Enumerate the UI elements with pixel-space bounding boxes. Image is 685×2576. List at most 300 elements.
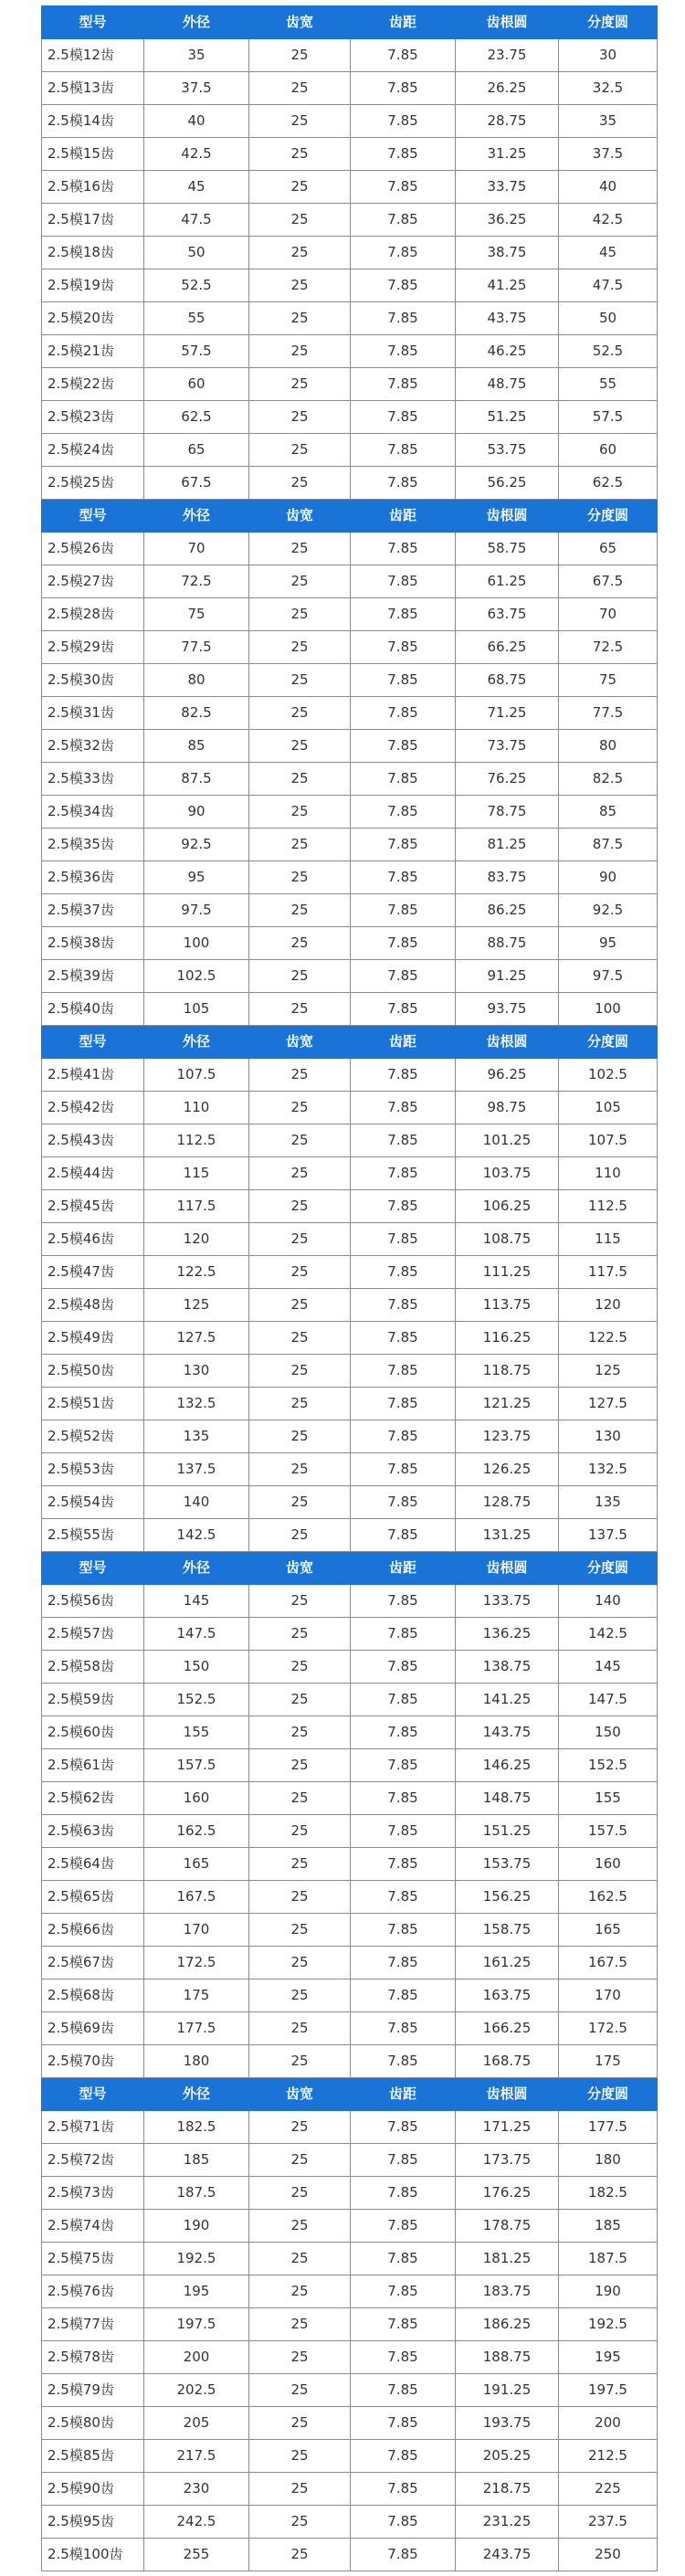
header-model: 型号 (42, 6, 144, 39)
cell-pitch: 7.85 (351, 927, 456, 960)
cell-pitch-circle: 95 (559, 927, 658, 960)
cell-pitch: 7.85 (351, 1651, 456, 1684)
header-root-circle: 齿根圆 (456, 1552, 559, 1585)
cell-root-circle: 178.75 (456, 2210, 559, 2243)
table-row (42, 2473, 658, 2506)
cell-pitch-circle: 60 (559, 434, 658, 467)
cell-face-width: 25 (249, 1749, 351, 1782)
cell-pitch: 7.85 (351, 533, 456, 565)
cell-model: 2.5模49齿 (42, 1322, 144, 1355)
cell-pitch: 7.85 (351, 1355, 456, 1388)
table-row (42, 39, 658, 72)
cell-root-circle: 146.25 (456, 1749, 559, 1782)
cell-outer-diameter: 170 (144, 1914, 249, 1947)
header-pitch: 齿距 (351, 1026, 456, 1059)
cell-face-width: 25 (249, 2473, 351, 2506)
cell-pitch-circle: 172.5 (559, 2012, 658, 2045)
cell-pitch: 7.85 (351, 1749, 456, 1782)
cell-model: 2.5模13齿 (42, 72, 144, 105)
table-row (42, 1092, 658, 1124)
cell-pitch-circle: 125 (559, 1355, 658, 1388)
cell-pitch: 7.85 (351, 894, 456, 927)
cell-outer-diameter: 40 (144, 105, 249, 138)
cell-pitch: 7.85 (351, 1256, 456, 1289)
table-row (42, 105, 658, 138)
table-row (42, 269, 658, 302)
cell-outer-diameter: 165 (144, 1848, 249, 1881)
cell-model: 2.5模45齿 (42, 1190, 144, 1223)
cell-face-width: 25 (249, 533, 351, 565)
cell-face-width: 25 (249, 1782, 351, 1815)
gear-spec-table (41, 5, 658, 2571)
cell-pitch: 7.85 (351, 368, 456, 401)
cell-face-width: 25 (249, 2440, 351, 2473)
cell-model: 2.5模77齿 (42, 2308, 144, 2341)
cell-pitch-circle: 195 (559, 2341, 658, 2374)
cell-root-circle: 96.25 (456, 1059, 559, 1092)
cell-pitch: 7.85 (351, 1716, 456, 1749)
cell-outer-diameter: 140 (144, 1486, 249, 1519)
cell-pitch-circle: 90 (559, 861, 658, 894)
cell-pitch-circle: 62.5 (559, 467, 658, 500)
table-row (42, 763, 658, 796)
cell-face-width: 25 (249, 1716, 351, 1749)
cell-face-width: 25 (249, 1881, 351, 1914)
cell-model: 2.5模60齿 (42, 1716, 144, 1749)
cell-pitch: 7.85 (351, 1914, 456, 1947)
header-model: 型号 (42, 1552, 144, 1585)
cell-root-circle: 186.25 (456, 2308, 559, 2341)
cell-model: 2.5模26齿 (42, 533, 144, 565)
cell-model: 2.5模73齿 (42, 2177, 144, 2210)
table-row (42, 1782, 658, 1815)
cell-pitch-circle: 97.5 (559, 960, 658, 993)
cell-root-circle: 148.75 (456, 1782, 559, 1815)
cell-outer-diameter: 255 (144, 2539, 249, 2571)
cell-outer-diameter: 130 (144, 1355, 249, 1388)
cell-outer-diameter: 70 (144, 533, 249, 565)
cell-root-circle: 53.75 (456, 434, 559, 467)
cell-pitch: 7.85 (351, 401, 456, 434)
cell-face-width: 25 (249, 763, 351, 796)
cell-face-width: 25 (249, 72, 351, 105)
table-row (42, 204, 658, 237)
cell-face-width: 25 (249, 2144, 351, 2177)
cell-pitch-circle: 110 (559, 1157, 658, 1190)
cell-outer-diameter: 52.5 (144, 269, 249, 302)
cell-face-width: 25 (249, 861, 351, 894)
table-row (42, 1980, 658, 2012)
cell-outer-diameter: 92.5 (144, 829, 249, 861)
table-row (42, 697, 658, 730)
cell-pitch: 7.85 (351, 1782, 456, 1815)
table-row (42, 2275, 658, 2308)
cell-face-width: 25 (249, 829, 351, 861)
cell-pitch: 7.85 (351, 434, 456, 467)
cell-model: 2.5模74齿 (42, 2210, 144, 2243)
header-pitch-circle: 分度圆 (559, 500, 658, 533)
cell-face-width: 25 (249, 1157, 351, 1190)
cell-pitch-circle: 250 (559, 2539, 658, 2571)
cell-pitch: 7.85 (351, 2210, 456, 2243)
cell-model: 2.5模25齿 (42, 467, 144, 500)
cell-pitch-circle: 165 (559, 1914, 658, 1947)
cell-model: 2.5模23齿 (42, 401, 144, 434)
cell-pitch-circle: 70 (559, 598, 658, 631)
cell-face-width: 25 (249, 269, 351, 302)
cell-model: 2.5模64齿 (42, 1848, 144, 1881)
cell-outer-diameter: 120 (144, 1223, 249, 1256)
cell-root-circle: 61.25 (456, 565, 559, 598)
header-pitch: 齿距 (351, 2078, 456, 2111)
cell-outer-diameter: 202.5 (144, 2374, 249, 2407)
cell-model: 2.5模18齿 (42, 237, 144, 269)
cell-pitch: 7.85 (351, 861, 456, 894)
cell-pitch-circle: 157.5 (559, 1815, 658, 1848)
header-pitch-circle: 分度圆 (559, 6, 658, 39)
cell-root-circle: 93.75 (456, 993, 559, 1026)
cell-pitch: 7.85 (351, 269, 456, 302)
cell-model: 2.5模16齿 (42, 171, 144, 204)
cell-pitch: 7.85 (351, 697, 456, 730)
cell-pitch-circle: 200 (559, 2407, 658, 2440)
cell-pitch: 7.85 (351, 302, 456, 335)
cell-model: 2.5模58齿 (42, 1651, 144, 1684)
cell-face-width: 25 (249, 171, 351, 204)
table-row (42, 171, 658, 204)
cell-model: 2.5模42齿 (42, 1092, 144, 1124)
table-row (42, 1059, 658, 1092)
table-row (42, 631, 658, 664)
header-root-circle: 齿根圆 (456, 6, 559, 39)
cell-outer-diameter: 192.5 (144, 2243, 249, 2275)
cell-root-circle: 243.75 (456, 2539, 559, 2571)
cell-outer-diameter: 117.5 (144, 1190, 249, 1223)
table-row (42, 2539, 658, 2571)
cell-outer-diameter: 85 (144, 730, 249, 763)
table-row (42, 2440, 658, 2473)
gear-spec-sheet (41, 5, 657, 2571)
cell-face-width: 25 (249, 894, 351, 927)
table-row (42, 565, 658, 598)
cell-outer-diameter: 147.5 (144, 1618, 249, 1651)
cell-pitch: 7.85 (351, 39, 456, 72)
cell-root-circle: 31.25 (456, 138, 559, 171)
cell-pitch-circle: 67.5 (559, 565, 658, 598)
cell-pitch-circle: 77.5 (559, 697, 658, 730)
cell-outer-diameter: 67.5 (144, 467, 249, 500)
cell-root-circle: 123.75 (456, 1420, 559, 1453)
cell-pitch-circle: 80 (559, 730, 658, 763)
cell-face-width: 25 (249, 105, 351, 138)
cell-pitch: 7.85 (351, 2374, 456, 2407)
cell-root-circle: 56.25 (456, 467, 559, 500)
cell-model: 2.5模31齿 (42, 697, 144, 730)
cell-model: 2.5模55齿 (42, 1519, 144, 1552)
cell-pitch-circle: 132.5 (559, 1453, 658, 1486)
cell-outer-diameter: 150 (144, 1651, 249, 1684)
cell-face-width: 25 (249, 2177, 351, 2210)
cell-root-circle: 78.75 (456, 796, 559, 829)
header-outer-diameter: 外径 (144, 6, 249, 39)
cell-model: 2.5模52齿 (42, 1420, 144, 1453)
header-root-circle: 齿根圆 (456, 500, 559, 533)
header-model: 型号 (42, 2078, 144, 2111)
cell-outer-diameter: 157.5 (144, 1749, 249, 1782)
cell-model: 2.5模39齿 (42, 960, 144, 993)
cell-pitch-circle: 175 (559, 2045, 658, 2078)
cell-outer-diameter: 110 (144, 1092, 249, 1124)
cell-pitch: 7.85 (351, 1585, 456, 1618)
cell-outer-diameter: 35 (144, 39, 249, 72)
cell-outer-diameter: 115 (144, 1157, 249, 1190)
cell-model: 2.5模63齿 (42, 1815, 144, 1848)
cell-root-circle: 73.75 (456, 730, 559, 763)
header-outer-diameter: 外径 (144, 1026, 249, 1059)
cell-root-circle: 188.75 (456, 2341, 559, 2374)
cell-pitch-circle: 120 (559, 1289, 658, 1322)
cell-face-width: 25 (249, 368, 351, 401)
cell-outer-diameter: 57.5 (144, 335, 249, 368)
cell-outer-diameter: 90 (144, 796, 249, 829)
header-row (42, 2078, 658, 2111)
cell-outer-diameter: 172.5 (144, 1947, 249, 1980)
header-row (42, 6, 658, 39)
cell-root-circle: 46.25 (456, 335, 559, 368)
cell-pitch-circle: 160 (559, 1848, 658, 1881)
cell-model: 2.5模61齿 (42, 1749, 144, 1782)
table-row (42, 1749, 658, 1782)
cell-face-width: 25 (249, 204, 351, 237)
cell-outer-diameter: 105 (144, 993, 249, 1026)
cell-pitch-circle: 37.5 (559, 138, 658, 171)
cell-pitch: 7.85 (351, 664, 456, 697)
table-row (42, 796, 658, 829)
cell-pitch: 7.85 (351, 1519, 456, 1552)
header-face-width: 齿宽 (249, 1026, 351, 1059)
cell-model: 2.5模34齿 (42, 796, 144, 829)
cell-outer-diameter: 47.5 (144, 204, 249, 237)
cell-root-circle: 193.75 (456, 2407, 559, 2440)
cell-root-circle: 26.25 (456, 72, 559, 105)
cell-root-circle: 126.25 (456, 1453, 559, 1486)
cell-pitch-circle: 100 (559, 993, 658, 1026)
cell-pitch: 7.85 (351, 138, 456, 171)
cell-outer-diameter: 167.5 (144, 1881, 249, 1914)
cell-outer-diameter: 217.5 (144, 2440, 249, 2473)
table-row (42, 1124, 658, 1157)
cell-face-width: 25 (249, 1618, 351, 1651)
cell-pitch: 7.85 (351, 763, 456, 796)
table-row (42, 2144, 658, 2177)
cell-model: 2.5模38齿 (42, 927, 144, 960)
cell-pitch: 7.85 (351, 1684, 456, 1716)
table-row (42, 1256, 658, 1289)
cell-pitch-circle: 177.5 (559, 2111, 658, 2144)
cell-face-width: 25 (249, 2308, 351, 2341)
header-face-width: 齿宽 (249, 6, 351, 39)
cell-pitch: 7.85 (351, 1223, 456, 1256)
table-row (42, 72, 658, 105)
cell-root-circle: 58.75 (456, 533, 559, 565)
cell-outer-diameter: 200 (144, 2341, 249, 2374)
cell-model: 2.5模85齿 (42, 2440, 144, 2473)
cell-outer-diameter: 72.5 (144, 565, 249, 598)
cell-pitch-circle: 72.5 (559, 631, 658, 664)
cell-pitch: 7.85 (351, 565, 456, 598)
cell-outer-diameter: 180 (144, 2045, 249, 2078)
header-face-width: 齿宽 (249, 2078, 351, 2111)
cell-root-circle: 108.75 (456, 1223, 559, 1256)
cell-pitch-circle: 237.5 (559, 2506, 658, 2539)
cell-face-width: 25 (249, 631, 351, 664)
cell-pitch-circle: 152.5 (559, 1749, 658, 1782)
cell-pitch: 7.85 (351, 105, 456, 138)
cell-outer-diameter: 122.5 (144, 1256, 249, 1289)
cell-pitch-circle: 147.5 (559, 1684, 658, 1716)
cell-pitch-circle: 145 (559, 1651, 658, 1684)
cell-pitch-circle: 155 (559, 1782, 658, 1815)
cell-face-width: 25 (249, 598, 351, 631)
cell-pitch: 7.85 (351, 335, 456, 368)
table-row (42, 1914, 658, 1947)
cell-root-circle: 106.25 (456, 1190, 559, 1223)
cell-root-circle: 181.25 (456, 2243, 559, 2275)
cell-root-circle: 83.75 (456, 861, 559, 894)
cell-pitch-circle: 150 (559, 1716, 658, 1749)
cell-pitch: 7.85 (351, 1848, 456, 1881)
cell-outer-diameter: 195 (144, 2275, 249, 2308)
cell-model: 2.5模17齿 (42, 204, 144, 237)
table-row (42, 664, 658, 697)
table-row (42, 1881, 658, 1914)
cell-root-circle: 128.75 (456, 1486, 559, 1519)
cell-face-width: 25 (249, 2374, 351, 2407)
cell-pitch-circle: 117.5 (559, 1256, 658, 1289)
cell-model: 2.5模72齿 (42, 2144, 144, 2177)
cell-model: 2.5模76齿 (42, 2275, 144, 2308)
cell-face-width: 25 (249, 960, 351, 993)
cell-pitch-circle: 32.5 (559, 72, 658, 105)
cell-root-circle: 131.25 (456, 1519, 559, 1552)
table-row (42, 1716, 658, 1749)
cell-face-width: 25 (249, 39, 351, 72)
cell-outer-diameter: 182.5 (144, 2111, 249, 2144)
cell-root-circle: 168.75 (456, 2045, 559, 2078)
cell-outer-diameter: 50 (144, 237, 249, 269)
cell-face-width: 25 (249, 302, 351, 335)
table-row (42, 1618, 658, 1651)
cell-pitch: 7.85 (351, 2243, 456, 2275)
header-face-width: 齿宽 (249, 500, 351, 533)
cell-face-width: 25 (249, 237, 351, 269)
header-face-width: 齿宽 (249, 1552, 351, 1585)
cell-root-circle: 33.75 (456, 171, 559, 204)
cell-face-width: 25 (249, 434, 351, 467)
cell-face-width: 25 (249, 1124, 351, 1157)
table-row (42, 829, 658, 861)
cell-outer-diameter: 42.5 (144, 138, 249, 171)
cell-pitch-circle: 130 (559, 1420, 658, 1453)
cell-root-circle: 161.25 (456, 1947, 559, 1980)
cell-root-circle: 41.25 (456, 269, 559, 302)
cell-pitch: 7.85 (351, 2506, 456, 2539)
cell-root-circle: 141.25 (456, 1684, 559, 1716)
table-row (42, 2012, 658, 2045)
cell-pitch-circle: 87.5 (559, 829, 658, 861)
cell-outer-diameter: 155 (144, 1716, 249, 1749)
cell-outer-diameter: 102.5 (144, 960, 249, 993)
table-row (42, 533, 658, 565)
cell-root-circle: 153.75 (456, 1848, 559, 1881)
cell-face-width: 25 (249, 1223, 351, 1256)
cell-face-width: 25 (249, 2275, 351, 2308)
cell-pitch: 7.85 (351, 1388, 456, 1420)
cell-outer-diameter: 135 (144, 1420, 249, 1453)
cell-model: 2.5模90齿 (42, 2473, 144, 2506)
table-row (42, 1388, 658, 1420)
table-row (42, 1519, 658, 1552)
table-row (42, 2243, 658, 2275)
cell-outer-diameter: 197.5 (144, 2308, 249, 2341)
cell-pitch: 7.85 (351, 2407, 456, 2440)
cell-root-circle: 103.75 (456, 1157, 559, 1190)
cell-model: 2.5模68齿 (42, 1980, 144, 2012)
cell-root-circle: 68.75 (456, 664, 559, 697)
table-row (42, 2506, 658, 2539)
cell-model: 2.5模51齿 (42, 1388, 144, 1420)
cell-model: 2.5模95齿 (42, 2506, 144, 2539)
header-pitch: 齿距 (351, 6, 456, 39)
header-outer-diameter: 外径 (144, 500, 249, 533)
table-row (42, 401, 658, 434)
cell-root-circle: 231.25 (456, 2506, 559, 2539)
table-row (42, 2111, 658, 2144)
cell-model: 2.5模14齿 (42, 105, 144, 138)
cell-model: 2.5模35齿 (42, 829, 144, 861)
cell-pitch: 7.85 (351, 2308, 456, 2341)
cell-pitch: 7.85 (351, 2440, 456, 2473)
cell-pitch: 7.85 (351, 1881, 456, 1914)
cell-pitch: 7.85 (351, 1486, 456, 1519)
cell-outer-diameter: 145 (144, 1585, 249, 1618)
cell-outer-diameter: 60 (144, 368, 249, 401)
cell-face-width: 25 (249, 927, 351, 960)
cell-model: 2.5模59齿 (42, 1684, 144, 1716)
cell-root-circle: 76.25 (456, 763, 559, 796)
cell-model: 2.5模70齿 (42, 2045, 144, 2078)
cell-outer-diameter: 62.5 (144, 401, 249, 434)
table-row (42, 1289, 658, 1322)
cell-outer-diameter: 75 (144, 598, 249, 631)
cell-pitch: 7.85 (351, 730, 456, 763)
cell-face-width: 25 (249, 2341, 351, 2374)
table-row (42, 960, 658, 993)
cell-face-width: 25 (249, 1388, 351, 1420)
table-row (42, 2045, 658, 2078)
cell-model: 2.5模41齿 (42, 1059, 144, 1092)
cell-face-width: 25 (249, 1190, 351, 1223)
header-pitch-circle: 分度圆 (559, 1026, 658, 1059)
cell-face-width: 25 (249, 2539, 351, 2571)
cell-model: 2.5模67齿 (42, 1947, 144, 1980)
header-outer-diameter: 外径 (144, 1552, 249, 1585)
cell-face-width: 25 (249, 1651, 351, 1684)
cell-pitch-circle: 55 (559, 368, 658, 401)
table-row (42, 1651, 658, 1684)
cell-model: 2.5模80齿 (42, 2407, 144, 2440)
cell-outer-diameter: 112.5 (144, 1124, 249, 1157)
